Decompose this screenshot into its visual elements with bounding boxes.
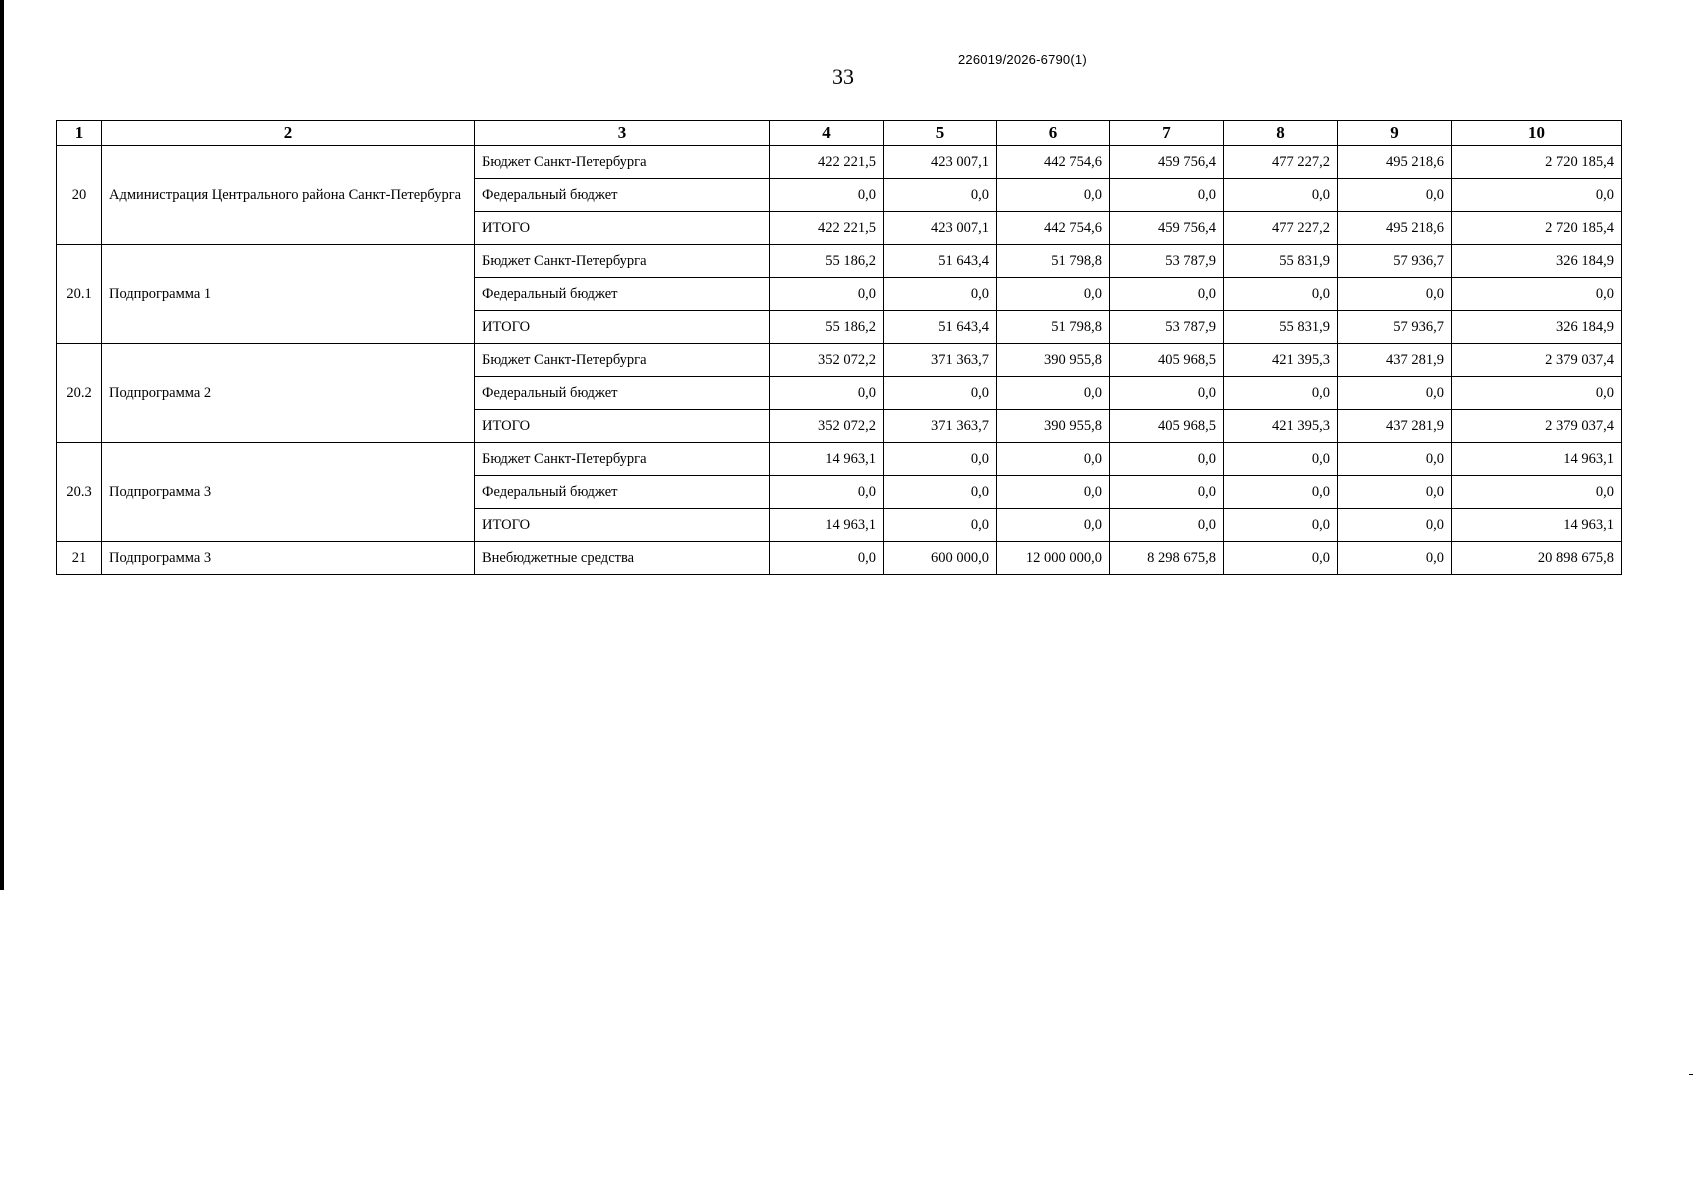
- amount-cell: 405 968,5: [1110, 410, 1224, 443]
- amount-cell: 495 218,6: [1338, 146, 1452, 179]
- amount-cell: 390 955,8: [997, 410, 1110, 443]
- amount-cell: 0,0: [770, 377, 884, 410]
- amount-cell: 55 186,2: [770, 311, 884, 344]
- total-value-cell: 0,0: [1452, 278, 1622, 311]
- amount-cell: 422 221,5: [770, 212, 884, 245]
- amount-cell: 495 218,6: [1338, 212, 1452, 245]
- amount-cell: 477 227,2: [1224, 212, 1338, 245]
- amount-cell: 0,0: [1110, 476, 1224, 509]
- column-header: 5: [884, 121, 997, 146]
- amount-cell: 0,0: [770, 179, 884, 212]
- table-row: [57, 245, 1622, 278]
- amount-cell: 352 072,2: [770, 410, 884, 443]
- funding-source-cell: Федеральный бюджет: [475, 476, 770, 509]
- amount-cell: 0,0: [884, 377, 997, 410]
- total-value-cell: 326 184,9: [1452, 245, 1622, 278]
- table-row: [57, 542, 1622, 575]
- amount-cell: 0,0: [1224, 476, 1338, 509]
- amount-cell: 51 798,8: [997, 311, 1110, 344]
- amount-cell: 8 298 675,8: [1110, 542, 1224, 575]
- row-index-cell: 20.1: [57, 245, 102, 344]
- amount-cell: 437 281,9: [1338, 410, 1452, 443]
- funding-source-cell: Федеральный бюджет: [475, 278, 770, 311]
- amount-cell: 0,0: [1110, 278, 1224, 311]
- amount-cell: 0,0: [884, 179, 997, 212]
- total-value-cell: 0,0: [1452, 476, 1622, 509]
- amount-cell: 352 072,2: [770, 344, 884, 377]
- amount-cell: 0,0: [997, 278, 1110, 311]
- amount-cell: 459 756,4: [1110, 212, 1224, 245]
- funding-source-cell: Внебюджетные средства: [475, 542, 770, 575]
- budget-table: [56, 120, 1622, 575]
- total-value-cell: 20 898 675,8: [1452, 542, 1622, 575]
- amount-cell: 0,0: [1224, 509, 1338, 542]
- amount-cell: 0,0: [1338, 476, 1452, 509]
- amount-cell: 0,0: [770, 542, 884, 575]
- funding-source-cell: ИТОГО: [475, 311, 770, 344]
- amount-cell: 55 831,9: [1224, 311, 1338, 344]
- amount-cell: 0,0: [770, 278, 884, 311]
- amount-cell: 0,0: [884, 476, 997, 509]
- amount-cell: 0,0: [1110, 377, 1224, 410]
- amount-cell: 423 007,1: [884, 146, 997, 179]
- column-header: 4: [770, 121, 884, 146]
- program-name-cell: Подпрограмма 3: [102, 542, 475, 575]
- amount-cell: 0,0: [1224, 377, 1338, 410]
- funding-source-cell: ИТОГО: [475, 410, 770, 443]
- amount-cell: 405 968,5: [1110, 344, 1224, 377]
- amount-cell: 421 395,3: [1224, 344, 1338, 377]
- amount-cell: 600 000,0: [884, 542, 997, 575]
- amount-cell: 442 754,6: [997, 212, 1110, 245]
- column-header: 7: [1110, 121, 1224, 146]
- program-name-cell: Подпрограмма 2: [102, 344, 475, 443]
- amount-cell: 53 787,9: [1110, 311, 1224, 344]
- amount-cell: 0,0: [884, 509, 997, 542]
- program-name-cell: Подпрограмма 3: [102, 443, 475, 542]
- amount-cell: 371 363,7: [884, 410, 997, 443]
- amount-cell: 0,0: [997, 443, 1110, 476]
- amount-cell: 371 363,7: [884, 344, 997, 377]
- funding-source-cell: Бюджет Санкт-Петербурга: [475, 245, 770, 278]
- funding-source-cell: Бюджет Санкт-Петербурга: [475, 344, 770, 377]
- amount-cell: 0,0: [1110, 443, 1224, 476]
- amount-cell: 0,0: [1110, 509, 1224, 542]
- amount-cell: 421 395,3: [1224, 410, 1338, 443]
- amount-cell: 0,0: [1224, 542, 1338, 575]
- row-index-cell: 20.2: [57, 344, 102, 443]
- amount-cell: 0,0: [1338, 443, 1452, 476]
- amount-cell: 0,0: [1338, 542, 1452, 575]
- scan-edge-bar: [0, 0, 4, 890]
- total-value-cell: 2 720 185,4: [1452, 212, 1622, 245]
- amount-cell: 442 754,6: [997, 146, 1110, 179]
- amount-cell: 0,0: [1224, 179, 1338, 212]
- total-value-cell: 14 963,1: [1452, 509, 1622, 542]
- amount-cell: 14 963,1: [770, 443, 884, 476]
- amount-cell: 55 186,2: [770, 245, 884, 278]
- funding-source-cell: ИТОГО: [475, 509, 770, 542]
- amount-cell: 57 936,7: [1338, 311, 1452, 344]
- amount-cell: 437 281,9: [1338, 344, 1452, 377]
- amount-cell: 57 936,7: [1338, 245, 1452, 278]
- amount-cell: 0,0: [997, 509, 1110, 542]
- amount-cell: 0,0: [997, 179, 1110, 212]
- amount-cell: 477 227,2: [1224, 146, 1338, 179]
- amount-cell: 459 756,4: [1110, 146, 1224, 179]
- total-value-cell: 326 184,9: [1452, 311, 1622, 344]
- column-number-header-row: [57, 121, 1622, 146]
- column-header: 3: [475, 121, 770, 146]
- amount-cell: 14 963,1: [770, 509, 884, 542]
- program-name-cell: Подпрограмма 1: [102, 245, 475, 344]
- program-name-cell: Администрация Центрального района Санкт-Петербурга: [102, 146, 475, 245]
- amount-cell: 0,0: [884, 443, 997, 476]
- column-header: 10: [1452, 121, 1622, 146]
- amount-cell: 0,0: [770, 476, 884, 509]
- amount-cell: 51 798,8: [997, 245, 1110, 278]
- total-value-cell: 0,0: [1452, 377, 1622, 410]
- total-value-cell: 0,0: [1452, 179, 1622, 212]
- amount-cell: 0,0: [997, 476, 1110, 509]
- column-header: 1: [57, 121, 102, 146]
- table-row: [57, 443, 1622, 476]
- amount-cell: 0,0: [1338, 509, 1452, 542]
- column-header: 9: [1338, 121, 1452, 146]
- total-value-cell: 2 379 037,4: [1452, 344, 1622, 377]
- amount-cell: 0,0: [884, 278, 997, 311]
- column-header: 8: [1224, 121, 1338, 146]
- document-id: 226019/2026-6790(1): [958, 52, 1087, 67]
- funding-source-cell: Федеральный бюджет: [475, 377, 770, 410]
- table-body: [57, 146, 1622, 575]
- column-header: 6: [997, 121, 1110, 146]
- funding-source-cell: ИТОГО: [475, 212, 770, 245]
- column-header: 2: [102, 121, 475, 146]
- scan-artifact: [1689, 1074, 1693, 1075]
- amount-cell: 51 643,4: [884, 311, 997, 344]
- amount-cell: 51 643,4: [884, 245, 997, 278]
- amount-cell: 0,0: [1110, 179, 1224, 212]
- amount-cell: 55 831,9: [1224, 245, 1338, 278]
- total-value-cell: 14 963,1: [1452, 443, 1622, 476]
- funding-source-cell: Бюджет Санкт-Петербурга: [475, 443, 770, 476]
- amount-cell: 0,0: [1338, 278, 1452, 311]
- amount-cell: 390 955,8: [997, 344, 1110, 377]
- amount-cell: 12 000 000,0: [997, 542, 1110, 575]
- amount-cell: 422 221,5: [770, 146, 884, 179]
- row-index-cell: 20: [57, 146, 102, 245]
- table-row: [57, 344, 1622, 377]
- table-row: [57, 146, 1622, 179]
- amount-cell: 0,0: [997, 377, 1110, 410]
- row-index-cell: 20.3: [57, 443, 102, 542]
- amount-cell: 0,0: [1338, 179, 1452, 212]
- total-value-cell: 2 379 037,4: [1452, 410, 1622, 443]
- amount-cell: 0,0: [1338, 377, 1452, 410]
- funding-source-cell: Федеральный бюджет: [475, 179, 770, 212]
- amount-cell: 0,0: [1224, 443, 1338, 476]
- total-value-cell: 2 720 185,4: [1452, 146, 1622, 179]
- amount-cell: 423 007,1: [884, 212, 997, 245]
- page-number: 33: [832, 64, 854, 89]
- row-index-cell: 21: [57, 542, 102, 575]
- amount-cell: 53 787,9: [1110, 245, 1224, 278]
- funding-source-cell: Бюджет Санкт-Петербурга: [475, 146, 770, 179]
- amount-cell: 0,0: [1224, 278, 1338, 311]
